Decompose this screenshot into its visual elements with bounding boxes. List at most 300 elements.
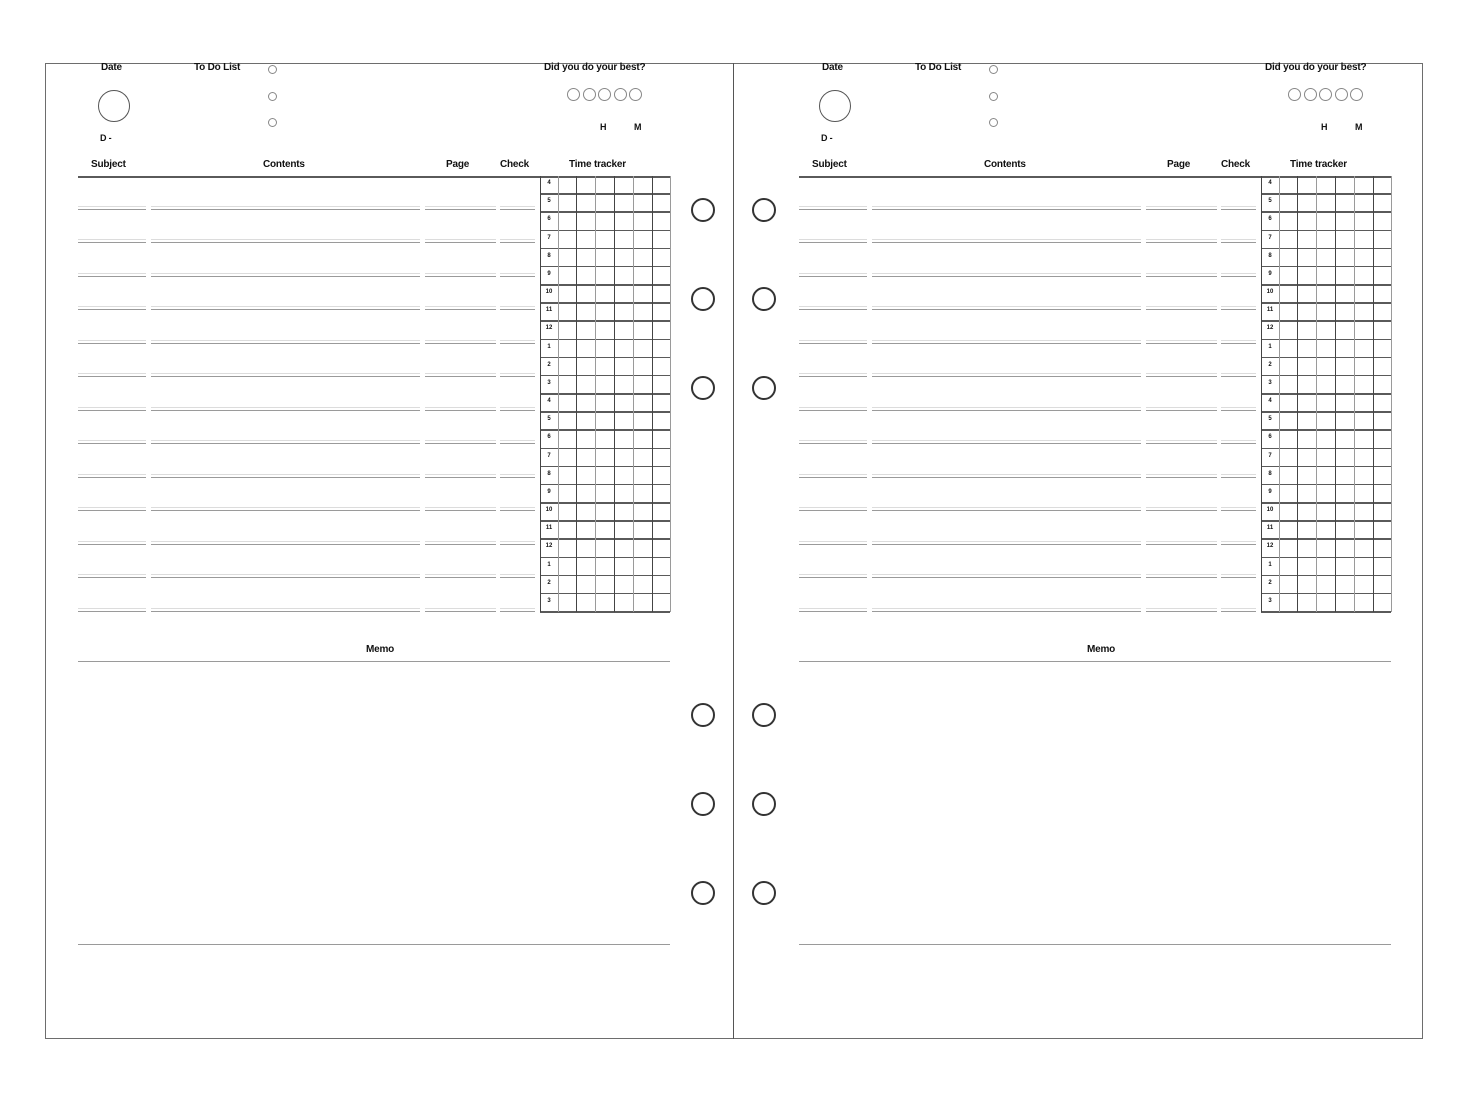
entry-row-line [1146,306,1217,307]
tracker-row-line [540,248,670,250]
entry-row-line [78,541,146,542]
entry-row-line [799,306,867,307]
entry-row-line [872,373,1141,374]
header-underline [78,176,670,178]
entry-row-line [872,407,1141,408]
entry-row-line [1146,477,1217,478]
entry-row-line [425,343,496,344]
todo-label: To Do List [194,62,241,73]
entry-row-line [500,407,535,408]
hour-label: 2 [1268,579,1272,586]
tracker-column-line [1373,176,1374,612]
hour-label: 1 [547,343,551,350]
tracker-row-line [540,575,670,577]
entry-row-line [799,239,867,240]
rating-circle[interactable] [1335,88,1348,101]
entry-row-line [151,242,420,243]
tracker-row-line [1261,211,1391,213]
entry-row-line [151,209,420,210]
entry-row-line [1221,440,1256,441]
tracker-row-line [1261,248,1391,250]
hour-label: 12 [1266,325,1274,332]
entry-row-line [799,206,867,207]
entry-row-line [799,474,867,475]
hour-label: 11 [1266,525,1274,532]
contents-header: Contents [984,159,1026,170]
hour-label: 9 [1268,488,1272,495]
entry-row-line [1146,309,1217,310]
page-header: Page [446,159,470,170]
entry-row-line [1146,373,1217,374]
tracker-row-line [540,320,670,322]
entry-row-line [1221,541,1256,542]
entry-row-line [799,574,867,575]
entry-row-line [425,276,496,277]
tracker-row-line [540,193,670,195]
hour-label: 12 [545,325,553,332]
tracker-row-line [540,302,670,304]
entry-row-line [78,507,146,508]
tracker-row-line [1261,611,1391,613]
tracker-column-line [1391,176,1392,612]
entry-row-line [1146,239,1217,240]
entry-row-line [500,242,535,243]
binder-hole [752,792,776,816]
entry-row-line [500,309,535,310]
page-header: Page [1167,159,1191,170]
check-header: Check [500,159,530,170]
entry-row-line [151,574,420,575]
date-circle[interactable] [819,90,851,122]
tracker-column-line [1335,176,1336,612]
tracker-row-line [1261,557,1391,559]
contents-header: Contents [263,159,305,170]
entry-row-line [151,373,420,374]
tracker-row-line [540,593,670,595]
rating-circle[interactable] [598,88,611,101]
hour-label: 9 [547,270,551,277]
hour-label: 10 [545,507,553,513]
entry-row-line [151,608,420,609]
entry-row-line [872,410,1141,411]
entry-row-line [1221,544,1256,545]
entry-row-line [1146,273,1217,274]
entry-row-line [1146,209,1217,210]
entry-row-line [78,340,146,341]
todo-checkbox[interactable] [268,92,277,101]
entry-row-line [151,541,420,542]
memo-label: Memo [1087,644,1116,655]
entry-row-line [872,276,1141,277]
time-tracker-header: Time tracker [569,159,626,170]
tracker-row-line [540,375,670,377]
entry-row-line [151,276,420,277]
entry-row-line [872,376,1141,377]
tracker-row-line [1261,538,1391,540]
best-label: Did you do your best? [544,62,646,73]
entry-row-line [799,440,867,441]
entry-row-line [151,239,420,240]
entry-row-line [1146,276,1217,277]
entry-row-line [78,443,146,444]
entry-row-line [799,242,867,243]
entry-row-line [799,541,867,542]
hour-label: 3 [1268,597,1272,604]
binder-hole [752,703,776,727]
entry-row-line [500,440,535,441]
entry-row-line [872,510,1141,511]
entry-row-line [78,510,146,511]
entry-row-line [78,410,146,411]
entry-row-line [425,407,496,408]
tracker-column-line [1279,176,1280,612]
entry-row-line [799,443,867,444]
todo-checkbox[interactable] [989,65,998,74]
entry-row-line [500,474,535,475]
todo-checkbox[interactable] [268,65,277,74]
entry-row-line [799,309,867,310]
entry-row-line [1146,608,1217,609]
entry-row-line [425,574,496,575]
tracker-row-line [540,357,670,359]
entry-row-line [1146,443,1217,444]
entry-row-line [1146,410,1217,411]
entry-row-line [500,373,535,374]
entry-row-line [425,242,496,243]
date-label: Date [822,62,843,73]
entry-row-line [1221,510,1256,511]
tracker-row-line [1261,466,1391,468]
entry-row-line [872,608,1141,609]
entry-row-line [425,239,496,240]
binder-hole [752,881,776,905]
entry-row-line [799,373,867,374]
entry-row-line [1146,544,1217,545]
entry-row-line [425,507,496,508]
entry-row-line [151,410,420,411]
entry-row-line [151,474,420,475]
entry-row-line [1221,206,1256,207]
hour-label: 5 [547,198,551,205]
entry-row-line [500,577,535,578]
entry-row-line [78,306,146,307]
entry-row-line [1146,510,1217,511]
entry-row-line [1221,373,1256,374]
entry-row-line [799,544,867,545]
tracker-row-line [1261,375,1391,377]
tracker-row-line [1261,393,1391,395]
hour-label: 2 [547,361,551,368]
entry-row-line [500,541,535,542]
tracker-row-line [1261,429,1391,431]
entry-row-line [872,611,1141,612]
entry-row-line [151,407,420,408]
tracker-row-line [1261,193,1391,195]
tracker-row-line [540,211,670,213]
tracker-column-line [614,176,615,612]
entry-row-line [1146,242,1217,243]
entry-row-line [872,507,1141,508]
entry-row-line [425,541,496,542]
entry-row-line [425,340,496,341]
entry-row-line [872,477,1141,478]
tracker-row-line [540,538,670,540]
entry-row-line [78,474,146,475]
entry-row-line [1221,611,1256,612]
entry-row-line [78,239,146,240]
entry-row-line [872,474,1141,475]
entry-row-line [500,477,535,478]
entry-row-line [1221,477,1256,478]
check-header: Check [1221,159,1251,170]
hours-label: H [600,122,607,132]
entry-row-line [151,206,420,207]
tracker-left-border [1261,176,1262,612]
hour-label: 4 [547,180,551,186]
entry-row-line [425,206,496,207]
todo-checkbox[interactable] [989,92,998,101]
entry-row-line [500,608,535,609]
hour-label: 8 [547,252,551,259]
entry-row-line [78,273,146,274]
entry-row-line [151,510,420,511]
entry-row-line [799,276,867,277]
entry-row-line [872,577,1141,578]
entry-row-line [500,209,535,210]
entry-row-line [1221,443,1256,444]
entry-row-line [799,376,867,377]
hour-label: 6 [1268,434,1272,441]
hour-label: 10 [1266,507,1274,513]
entry-row-line [1146,507,1217,508]
tracker-row-line [540,611,670,613]
entry-row-line [78,440,146,441]
entry-row-line [799,611,867,612]
hour-label: 11 [545,307,553,314]
entry-row-line [1221,507,1256,508]
entry-row-line [151,343,420,344]
entry-row-line [425,410,496,411]
rating-circle[interactable] [614,88,627,101]
hour-label: 9 [547,488,551,495]
tracker-row-line [540,484,670,486]
tracker-row-line [540,557,670,559]
entry-row-line [425,611,496,612]
entry-row-line [1221,239,1256,240]
tracker-row-line [1261,593,1391,595]
entry-row-line [872,340,1141,341]
entry-row-line [78,206,146,207]
entry-row-line [1221,410,1256,411]
entry-row-line [1221,309,1256,310]
entry-row-line [872,239,1141,240]
entry-row-line [799,477,867,478]
entry-row-line [78,608,146,609]
rating-circle[interactable] [1319,88,1332,101]
tracker-row-line [540,284,670,286]
entry-row-line [151,273,420,274]
todo-label: To Do List [915,62,962,73]
entry-row-line [872,209,1141,210]
entry-row-line [151,577,420,578]
entry-row-line [1146,407,1217,408]
entry-row-line [799,343,867,344]
entry-row-line [425,510,496,511]
memo-label: Memo [366,644,395,655]
hour-label: 4 [547,398,551,404]
entry-row-line [1221,306,1256,307]
hour-label: 7 [1268,234,1272,241]
entry-row-line [78,477,146,478]
entry-row-line [872,443,1141,444]
entry-row-line [500,206,535,207]
entry-row-line [425,273,496,274]
entry-row-line [151,477,420,478]
entry-row-line [78,209,146,210]
todo-checkbox[interactable] [268,118,277,127]
hour-label: 2 [547,579,551,586]
entry-row-line [500,239,535,240]
entry-row-line [425,577,496,578]
entry-row-line [425,373,496,374]
date-circle[interactable] [98,90,130,122]
hour-label: 10 [1266,289,1274,295]
entry-row-line [872,574,1141,575]
entry-row-line [500,276,535,277]
hour-label: 8 [1268,252,1272,259]
entry-row-line [500,443,535,444]
entry-row-line [78,309,146,310]
hour-label: 5 [547,416,551,423]
tracker-row-line [1261,502,1391,504]
rating-circle[interactable] [629,88,642,101]
time-tracker-header: Time tracker [1290,159,1347,170]
tracker-row-line [540,393,670,395]
hour-label: 8 [1268,470,1272,477]
entry-row-line [78,407,146,408]
entry-row-line [1221,343,1256,344]
tracker-column-line [652,176,653,612]
rating-circle[interactable] [567,88,580,101]
entry-row-line [425,608,496,609]
entry-row-line [151,443,420,444]
rating-circle[interactable] [583,88,596,101]
entry-row-line [500,306,535,307]
entry-row-line [1221,407,1256,408]
entry-row-line [500,507,535,508]
entry-row-line [1146,376,1217,377]
tracker-row-line [540,448,670,450]
tracker-column-line [670,176,671,612]
entry-row-line [425,477,496,478]
entry-row-line [1221,209,1256,210]
hour-label: 12 [545,543,553,550]
binder-hole [752,376,776,400]
hour-label: 9 [1268,270,1272,277]
entry-row-line [1221,474,1256,475]
entry-row-line [1221,376,1256,377]
entry-row-line [1146,474,1217,475]
todo-checkbox[interactable] [989,118,998,127]
entry-row-line [425,443,496,444]
entry-row-line [799,410,867,411]
tracker-row-line [1261,339,1391,341]
memo-bottom-line [78,944,670,945]
rating-circle[interactable] [1304,88,1317,101]
hour-label: 6 [1268,216,1272,223]
entry-row-line [500,574,535,575]
entry-row-line [151,611,420,612]
tracker-row-line [1261,357,1391,359]
hour-label: 7 [1268,452,1272,459]
entry-row-line [872,306,1141,307]
rating-circle[interactable] [1288,88,1301,101]
entry-row-line [151,340,420,341]
entry-row-line [872,242,1141,243]
entry-row-line [425,309,496,310]
hour-label: 3 [1268,379,1272,386]
subject-header: Subject [812,159,847,170]
hour-label: 7 [547,452,551,459]
entry-row-line [1221,273,1256,274]
tracker-row-line [1261,266,1391,268]
tracker-row-line [1261,302,1391,304]
hour-label: 11 [1266,307,1274,314]
entry-row-line [1221,608,1256,609]
entry-row-line [1146,343,1217,344]
hour-label: 1 [1268,561,1272,568]
tracker-column-line [595,176,596,612]
header-underline [799,176,1391,178]
tracker-row-line [1261,230,1391,232]
entry-row-line [799,577,867,578]
entry-row-line [872,544,1141,545]
tracker-row-line [1261,284,1391,286]
entry-row-line [425,544,496,545]
entry-row-line [1221,340,1256,341]
entry-row-line [872,206,1141,207]
memo-top-line [78,661,670,662]
rating-circle[interactable] [1350,88,1363,101]
entry-row-line [151,309,420,310]
hour-label: 10 [545,289,553,295]
tracker-row-line [540,230,670,232]
entry-row-line [78,544,146,545]
tracker-column-line [558,176,559,612]
entry-row-line [1146,340,1217,341]
tracker-column-line [576,176,577,612]
entry-row-line [1221,242,1256,243]
entry-row-line [78,577,146,578]
hours-label: H [1321,122,1328,132]
hour-label: 12 [1266,543,1274,550]
tracker-row-line [540,429,670,431]
entry-row-line [500,510,535,511]
hour-label: 11 [545,525,553,532]
entry-row-line [151,440,420,441]
entry-row-line [872,273,1141,274]
entry-row-line [151,306,420,307]
entry-row-line [1146,611,1217,612]
entry-row-line [1146,206,1217,207]
entry-row-line [872,309,1141,310]
entry-row-line [425,209,496,210]
tracker-row-line [1261,575,1391,577]
hour-label: 5 [1268,198,1272,205]
planner-page-right [799,0,1459,976]
entry-row-line [872,440,1141,441]
entry-row-line [425,306,496,307]
